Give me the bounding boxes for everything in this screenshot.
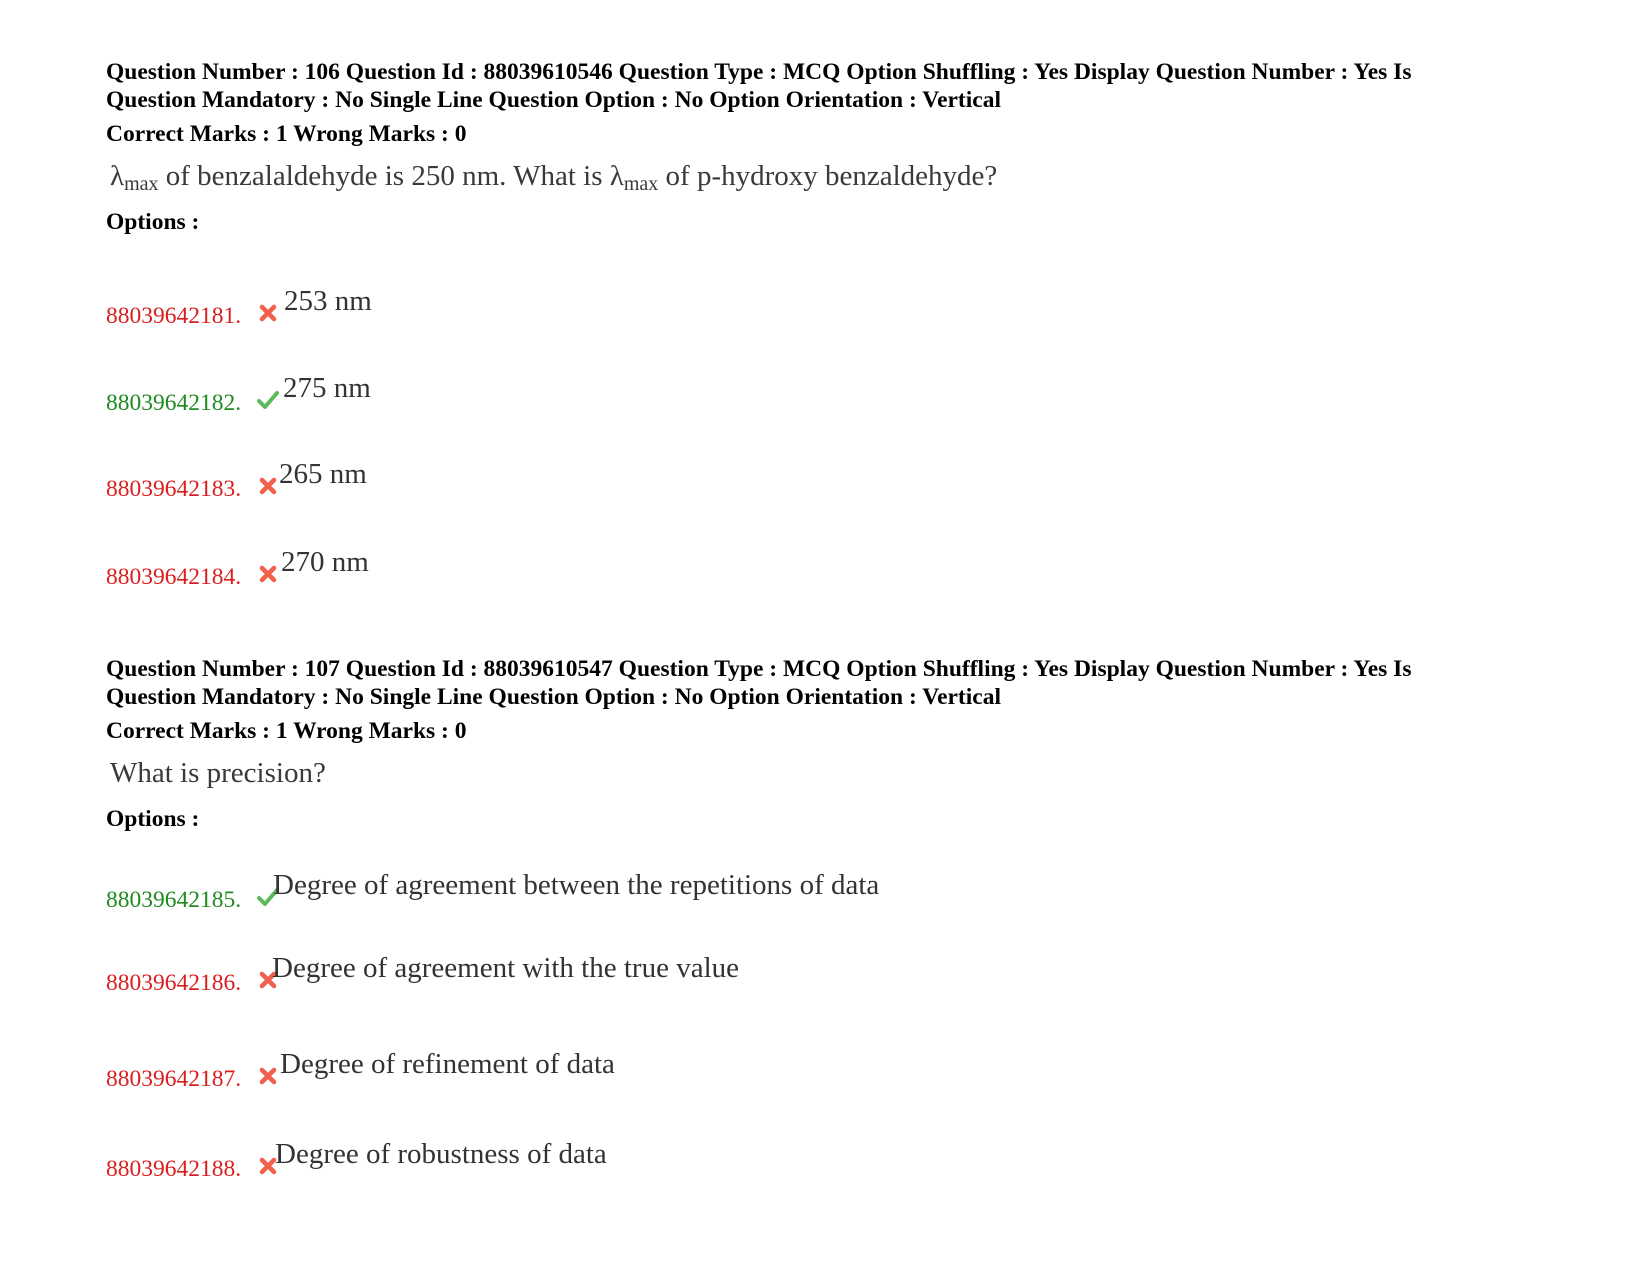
option-text: 253 nm [284,285,372,317]
lambda-subscript: max [623,173,659,195]
question-stem: What is precision? [110,757,326,789]
option-text: Degree of robustness of data [275,1138,607,1170]
option-row [106,453,1106,503]
option-text: Degree of refinement of data [280,1048,615,1080]
question-meta-line-2: Question Mandatory : No Single Line Question Option : No Option Orientation : Vertical [106,684,1001,710]
question-block-106 [106,58,1556,590]
option-text: 275 nm [283,372,371,404]
option-row [106,947,1106,997]
option-id: 88039642186. [106,970,242,996]
option-id: 88039642187. [106,1066,242,1092]
option-id: 88039642181. [106,303,242,329]
option-text: 265 nm [279,458,367,490]
option-row [106,367,1106,417]
question-stem-part-2: of p-hydroxy benzaldehyde? [658,160,998,192]
options-label: Options : [106,209,200,235]
option-row [106,541,1106,591]
cross-icon [257,1065,279,1087]
question-stem-part-1: of benzalaldehyde is 250 nm. What is [158,160,610,192]
option-text: Degree of agreement with the true value [272,952,740,984]
question-meta-line-1: Question Number : 107 Question Id : 88039610547 Question Type : MCQ Option Shuffling : Yes Display Question Number : Yes Is [106,656,1412,682]
option-row [106,1133,1106,1183]
cross-icon [257,302,279,324]
lambda-symbol: λ [609,160,624,192]
question-meta [106,655,1556,711]
lambda-subscript: max [124,173,159,195]
option-row [106,1043,1106,1093]
option-id: 88039642183. [106,476,242,502]
option-id: 88039642185. [106,887,242,913]
cross-icon [257,563,279,585]
option-text: 270 nm [281,546,369,578]
option-row [106,864,1106,914]
question-marks: Correct Marks : 1 Wrong Marks : 0 [106,121,467,147]
question-meta [106,58,1556,114]
cross-icon [257,475,279,497]
question-marks: Correct Marks : 1 Wrong Marks : 0 [106,718,467,744]
check-icon [257,389,279,411]
option-row [106,280,1106,330]
option-id: 88039642182. [106,390,242,416]
question-meta-line-1: Question Number : 106 Question Id : 88039610546 Question Type : MCQ Option Shuffling : Yes Display Question Number : Yes Is [106,59,1412,85]
option-id: 88039642184. [106,564,242,590]
question-meta-line-2: Question Mandatory : No Single Line Question Option : No Option Orientation : Vertical [106,87,1001,113]
option-text: Degree of agreement between the repetitions of data [273,869,880,901]
question-block-107 [106,655,1556,1182]
option-id: 88039642188. [106,1156,242,1182]
question-stem [106,158,1556,194]
options-label: Options : [106,806,200,832]
lambda-symbol: λ [110,160,125,192]
